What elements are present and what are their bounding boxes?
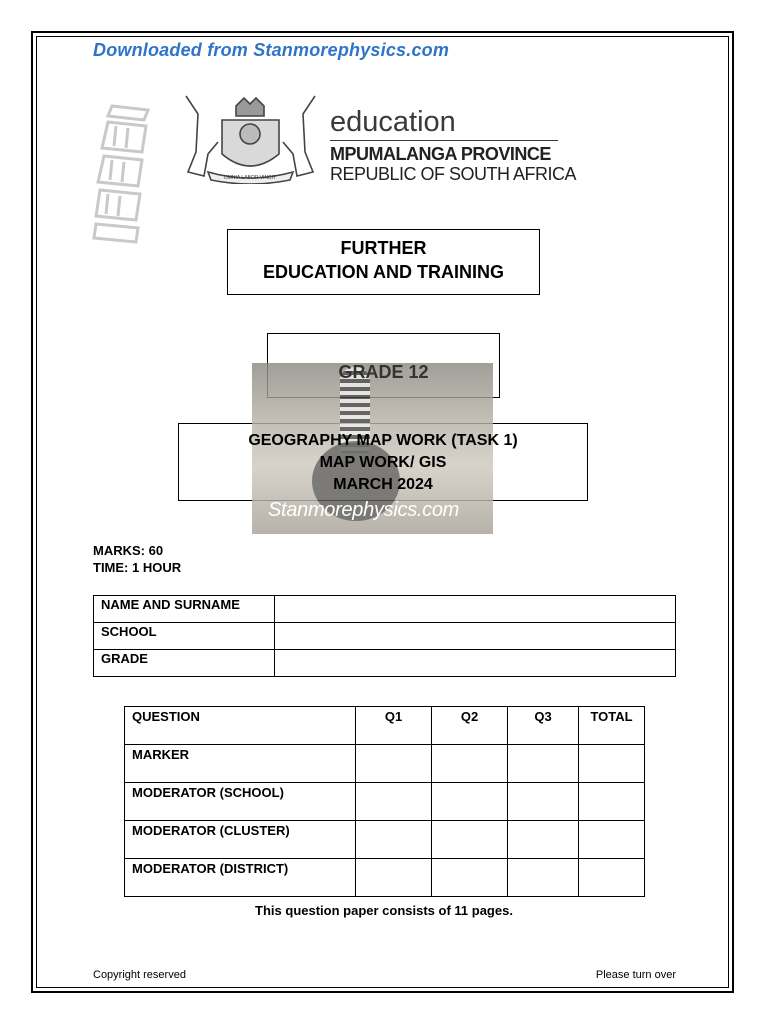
department-name: education xyxy=(330,106,456,138)
table-row xyxy=(125,745,645,783)
mark-cell[interactable] xyxy=(432,821,508,859)
mark-cell[interactable] xyxy=(508,821,579,859)
name-field[interactable] xyxy=(275,596,676,623)
header-q2: Q2 xyxy=(432,707,508,745)
school-field[interactable] xyxy=(275,623,676,650)
row-label: MODERATOR (CLUSTER) xyxy=(125,821,356,859)
mark-cell[interactable] xyxy=(508,745,579,783)
info-table xyxy=(93,595,676,677)
row-label: MARKER xyxy=(125,745,356,783)
crest-motto: OMNIA LABOR VINCIT xyxy=(223,175,277,181)
table-row xyxy=(125,821,645,859)
page-count-note: This question paper consists of 11 pages. xyxy=(255,903,513,918)
grade-field[interactable] xyxy=(275,650,676,677)
subject-line-2: MAP WORK/ GIS xyxy=(319,454,447,471)
mark-cell[interactable] xyxy=(356,821,432,859)
info-label: SCHOOL xyxy=(94,623,275,650)
info-label: NAME AND SURNAME xyxy=(94,596,275,623)
title-line-2: EDUCATION AND TRAINING xyxy=(263,262,504,282)
mark-cell[interactable] xyxy=(579,859,645,897)
mark-cell[interactable] xyxy=(508,859,579,897)
mark-cell[interactable] xyxy=(356,859,432,897)
table-row xyxy=(125,783,645,821)
header-total: TOTAL xyxy=(579,707,645,745)
mark-cell[interactable] xyxy=(432,745,508,783)
coat-of-arms-icon xyxy=(178,92,323,184)
country-name: REPUBLIC OF SOUTH AFRICA xyxy=(330,164,577,184)
row-label: MODERATOR (DISTRICT) xyxy=(125,859,356,897)
table-row xyxy=(94,623,676,650)
footer-copyright: Copyright reserved xyxy=(93,969,186,981)
header-q1: Q1 xyxy=(356,707,432,745)
watermark-text: Stanmorephysics.com xyxy=(268,499,460,521)
time-label: TIME: 1 HOUR xyxy=(93,560,182,575)
mark-cell[interactable] xyxy=(579,821,645,859)
footer-turn-over: Please turn over xyxy=(595,969,676,981)
info-label: GRADE xyxy=(94,650,275,677)
mark-cell[interactable] xyxy=(579,783,645,821)
table-row xyxy=(125,859,645,897)
row-label: MODERATOR (SCHOOL) xyxy=(125,783,356,821)
table-row xyxy=(94,650,676,677)
grade-label: GRADE 12 xyxy=(338,362,429,382)
subject-box xyxy=(178,423,588,501)
title-line-1: FURTHER xyxy=(340,238,427,258)
header-q3: Q3 xyxy=(508,707,579,745)
mark-cell[interactable] xyxy=(356,783,432,821)
mark-cell[interactable] xyxy=(356,745,432,783)
province-name: MPUMALANGA PROVINCE xyxy=(330,144,551,164)
marks-label: MARKS: 60 xyxy=(93,543,164,558)
mark-cell[interactable] xyxy=(508,783,579,821)
header-question: QUESTION xyxy=(125,707,356,745)
subject-line-1: GEOGRAPHY MAP WORK (TASK 1) xyxy=(248,432,518,449)
title-box xyxy=(227,229,540,295)
leaning-tower-icon xyxy=(92,100,158,246)
table-header-row xyxy=(125,707,645,745)
mark-cell[interactable] xyxy=(432,783,508,821)
mark-cell[interactable] xyxy=(432,859,508,897)
header-rule xyxy=(330,140,558,141)
download-banner[interactable]: Downloaded from Stanmorephysics.com xyxy=(93,40,450,60)
marking-table xyxy=(124,706,645,897)
subject-line-3: MARCH 2024 xyxy=(333,476,433,493)
table-row xyxy=(94,596,676,623)
mark-cell[interactable] xyxy=(579,745,645,783)
marks-time xyxy=(93,542,181,576)
department-header xyxy=(330,106,576,184)
